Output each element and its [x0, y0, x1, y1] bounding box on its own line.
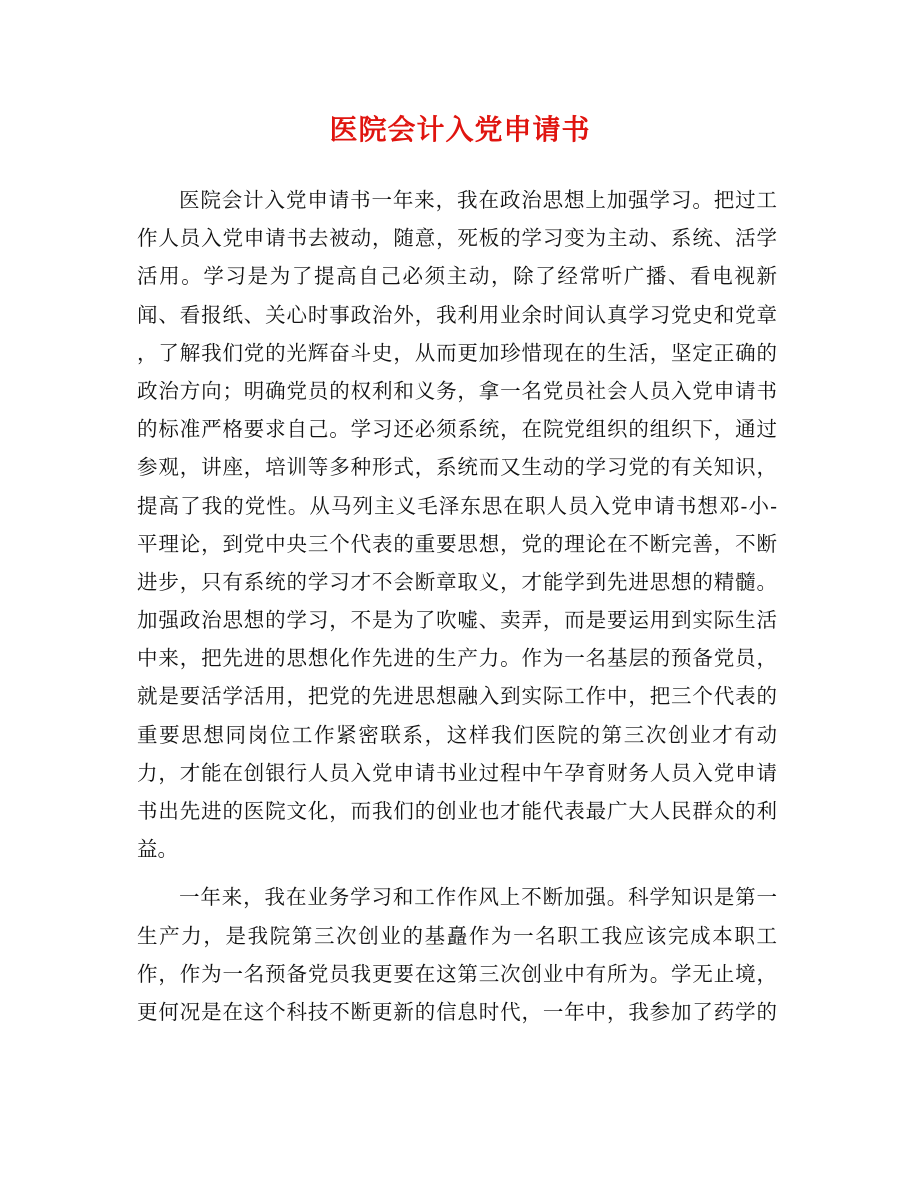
text-line: 作人员入党申请书去被动，随意，死板的学习变为主动、系统、活学 [137, 226, 777, 251]
text-line: 书出先进的医院文化，而我们的创业也才能代表最广大人民群众的利 [137, 799, 777, 823]
text-line: ，了解我们党的光辉奋斗史，从而更加珍惜现在的生活，坚定正确的 [137, 340, 777, 365]
text-line: 就是要活学活用，把党的先进思想融入到实际工作中，把三个代表的 [137, 684, 777, 709]
document-body [137, 181, 777, 1031]
text-line: 医院会计入党申请书一年来，我在政治思想上加强学习。把过工 [179, 188, 777, 212]
text-line: 的标准严格要求自己。学习还必须系统，在院党组织的组织下，通过 [137, 417, 777, 442]
text-line: 重要思想同岗位工作紧密联系，这样我们医院的第三次创业才有动 [137, 722, 777, 747]
text-line: 闻、看报纸、关心时事政治外，我利用业余时间认真学习党史和党章 [137, 302, 777, 327]
text-line: 参观，讲座，培训等多种形式，系统而又生动的学习党的有关知识， [137, 455, 777, 480]
paragraph-1 [137, 181, 777, 868]
text-line: 更何况是在这个科技不断更新的信息时代，一年中，我参加了药学的 [137, 999, 777, 1024]
text-line: 作，作为一名预备党员我更要在这第三次创业中有所为。学无止境， [137, 961, 777, 986]
text-line: 中来，把先进的思想化作先进的生产力。作为一名基层的预备党员， [137, 646, 777, 671]
text-line: 力，才能在创银行人员入党申请书业过程中午孕育财务人员入党申请 [137, 760, 777, 785]
text-line: 益。 [137, 837, 178, 862]
paragraph-gap [137, 868, 777, 878]
text-line: 生产力，是我院第三次创业的基矗作为一名职工我应该完成本职工 [137, 923, 777, 948]
text-line: 进步，只有系统的学习才不会断章取义，才能学到先进思想的精髓。 [137, 569, 777, 594]
text-line: 政治方向；明确党员的权利和义务，拿一名党员社会人员入党申请书 [137, 378, 777, 403]
text-line: 活用。学习是为了提高自己必须主动，除了经常听广播、看电视新 [137, 264, 777, 289]
paragraph-2 [137, 878, 777, 1031]
text-line: 一年来，我在业务学习和工作作风上不断加强。科学知识是第一 [179, 885, 777, 910]
document-title: 医院会计入党申请书 [329, 113, 591, 146]
text-line: 提高了我的党性。从马列主义毛泽东思在职人员入党申请书想邓-小- [137, 493, 777, 518]
text-line: 加强政治思想的学习，不是为了吹嘘、卖弄，而是要运用到实际生活 [137, 608, 777, 633]
text-line: 平理论，到党中央三个代表的重要思想，党的理论在不断完善，不断 [137, 531, 777, 556]
